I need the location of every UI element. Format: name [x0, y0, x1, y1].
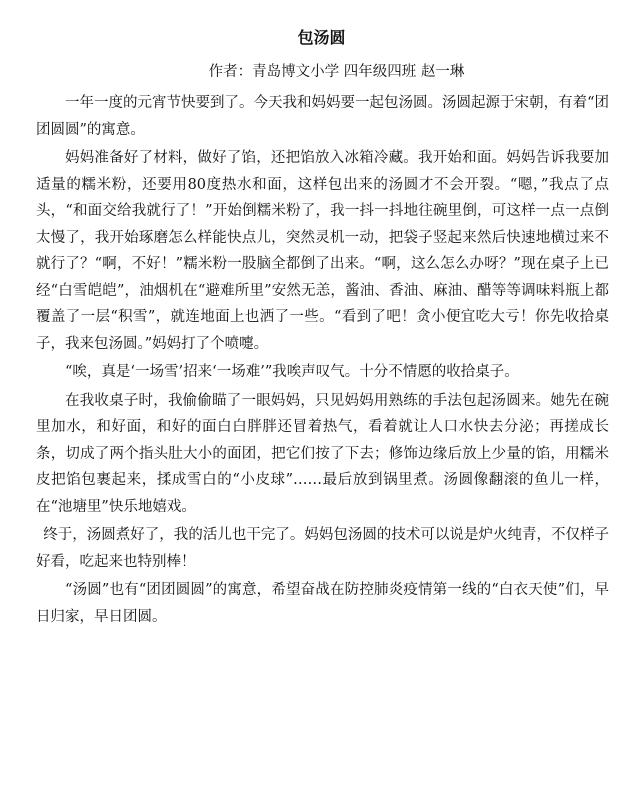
- article-body: [36, 90, 609, 630]
- paragraph-finished: 终于，汤圆煮好了，我的活儿也干完了。妈妈包汤圆的技术可以说是炉火纯青，不仅样子好看，吃起来也特别棒！: [36, 527, 609, 570]
- paragraph-sigh: “唉，真是‘一场雪’招来‘一场难’”我唉声叹气。十分不情愿的收拾桌子。: [65, 364, 519, 380]
- author-line: 作者：青岛博文小学 四年级四班 赵一琳: [208, 64, 465, 80]
- page-title: 包汤圆: [297, 28, 346, 47]
- paragraph-mom-wrapping: 在我收桌子时，我偷偷瞄了一眼妈妈，只见妈妈用熟练的手法包起汤圆来。她先在碗里加水，和好面，和好的面白白胖胖还冒着热气，看着就让人口水快去分泌；再搓成长条，切成了两个指头肚大小的面团，把它们按了下去；修饰边缘后放上少量的馅，用糯米皮把馅包裹起来，揉成雪白的“小皮球”……最后放到锅里煮。汤圆像翻滚的鱼儿一样，在“池塘里”快乐地嬉戏。: [36, 392, 609, 515]
- paragraph-making-dough: 妈妈准备好了材料，做好了馅，还把馅放入冰箱冷藏。我开始和面。妈妈告诉我要加适量的糯米粉，还要用80度热水和面，这样包出来的汤圆才不会开裂。“嗯，”我点了点头，“和面交给我就行了！”开始倒糯米粉了，我一抖一抖地往碗里倒，可这样一点一点倒太慢了，我开始琢磨怎么样能快点儿，突然灵机一动，把袋子竖起来然后快速地横过来不就行了？“啊，不好！”糯米粉一股脑全都倒了出来。“啊，这么怎么办呀？”现在桌子上已经“白雪皑皑”，油烟机在“避难所里”安然无恙，酱油、香油、麻油、醋等等调味料瓶上都覆盖了一层“积雪”，就连地面上也洒了一些。“看到了吧！贪小便宜吃大亏！你先收拾桌子，我来包汤圆。”妈妈打了个喷嚏。: [36, 150, 609, 352]
- paragraph-closing: “汤圆”也有“团团圆圆”的寓意，希望奋战在防控肺炎疫情第一线的“白衣天使”们，早日归家，早日团圆。: [36, 582, 609, 625]
- paragraph-intro: 一年一度的元宵节快要到了。今天我和妈妈要一起包汤圆。汤圆起源于宋朝，有着“团团圆圆”的寓意。: [36, 95, 609, 138]
